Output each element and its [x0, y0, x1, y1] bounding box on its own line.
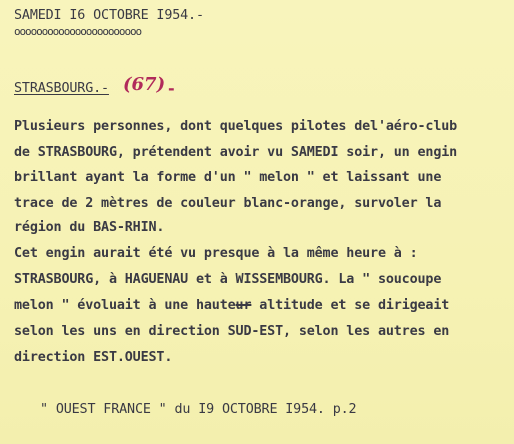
- department-annotation: (67): [123, 74, 166, 95]
- body-line-5: région du BAS-RHIN.: [14, 220, 165, 235]
- body-line-8: [14, 298, 449, 314]
- date-line: SAMEDI I6 OCTOBRE I954.-: [14, 8, 204, 23]
- body-line-3: brillant ayant la forme d'un " melon " et laissant une: [14, 170, 442, 185]
- body-line-2: de STRASBOURG, prétendent avoir vu SAMEDI soir, un engin: [14, 145, 458, 160]
- source-citation: " OUEST FRANCE " du I9 OCTOBRE I954. p.2: [40, 402, 357, 417]
- body-line-8-end: altitude et se dirigeait: [251, 298, 450, 313]
- body-line-6: Cet engin aurait été vu presque à la même heure à :: [14, 246, 418, 261]
- body-line-8-struck: ur: [235, 298, 252, 313]
- body-line-7: STRASBOURG, à HAGUENAU et à WISSEMBOURG. La " soucoupe: [14, 272, 442, 287]
- date-underline-rule: ooooooooooooooooooooooo: [14, 25, 142, 38]
- location-heading: STRASBOURG.-: [14, 81, 109, 96]
- body-line-8-start: melon " évoluait à une haute: [14, 298, 236, 313]
- body-line-1: Plusieurs personnes, dont quelques pilotes del'aéro-club: [14, 119, 458, 134]
- body-line-9: selon les uns en direction SUD-EST, selon les autres en: [14, 324, 450, 339]
- body-line-10: direction EST.OUEST.: [14, 350, 173, 365]
- annotation-dash: -: [168, 79, 175, 98]
- body-line-4: trace de 2 mètres de couleur blanc-orange, survoler la: [14, 196, 442, 211]
